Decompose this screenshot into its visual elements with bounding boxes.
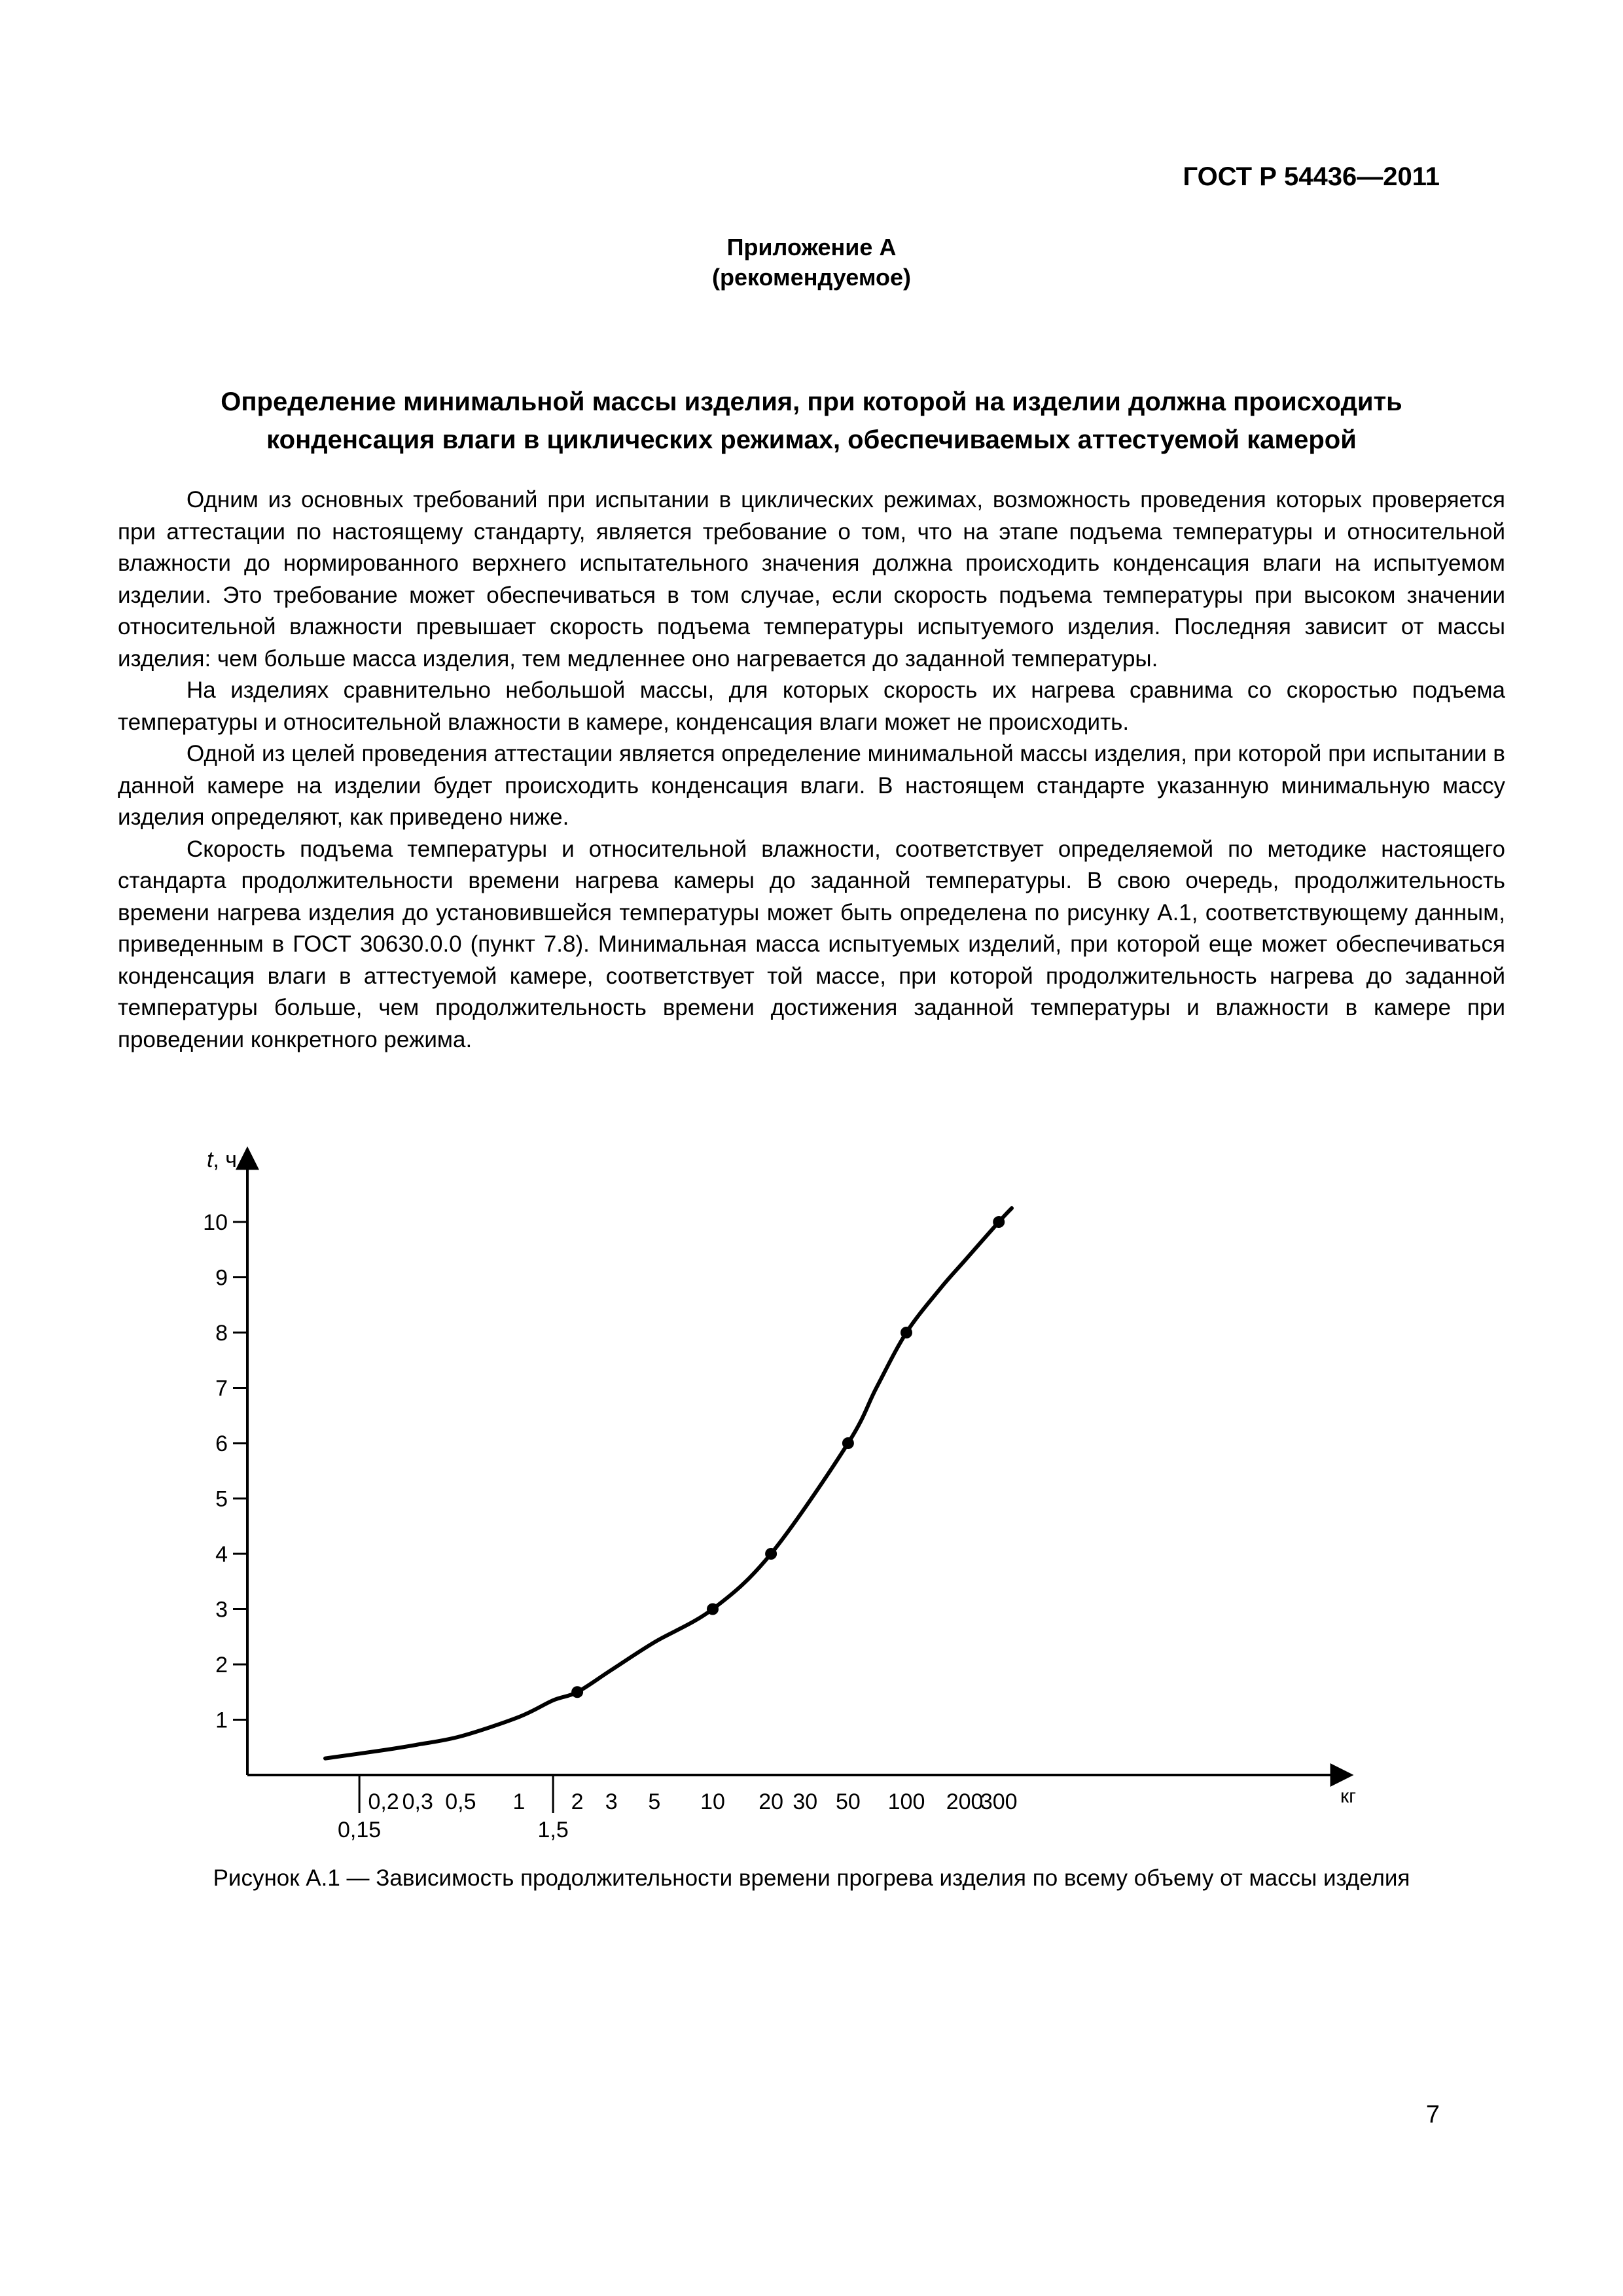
data-point (765, 1548, 777, 1560)
page-number: 7 (1425, 2101, 1440, 2128)
data-point (901, 1327, 912, 1338)
x-tick-label: 1 (512, 1789, 526, 1814)
paragraph: Одной из целей проведения аттестации является определение минимальной массы изделия, при которой при испытании в данной камере на изделии будет происходить конденсация влаги. В настоящем стандарте указанную минимальную массу изделия определяют, как приведено ниже. (118, 741, 1505, 830)
annex-title: Приложение А (726, 234, 897, 260)
x-tick-label: 5 (648, 1789, 661, 1814)
x-tick-label: 100 (887, 1789, 925, 1814)
x-tick-label: 0,3 (402, 1789, 433, 1814)
y-tick-label: 1 (215, 1708, 228, 1733)
x-tick-label: 50 (835, 1789, 861, 1814)
x-tick-label: 1,5 (537, 1818, 569, 1842)
paragraph: Одним из основных требований при испытании в циклических режимах, возможность проведения которых проверяется при аттестации по настоящему стандарту, является требование о том, что на этапе подъема температуры и относительной влажности до нормированного верхнего испытательного значения должна происходить конденсация влаги на испытуемом изделии. Это требование может обеспечиваться в том случае, если скорость подъема температуры при высоком значении относительной влажности превышает скорость подъема температуры испытуемого изделия. Последняя зависит от массы изделия: чем больше масса изделия, тем медленнее оно нагревается до заданной температуры. (118, 487, 1505, 672)
x-axis-label: кг (1340, 1785, 1357, 1807)
standard-number: ГОСТ Р 54436—2011 (1183, 162, 1440, 191)
y-tick-label: 8 (215, 1321, 228, 1346)
y-tick-label: 4 (215, 1542, 228, 1567)
x-tick-label: 2 (571, 1789, 584, 1814)
data-point (842, 1437, 854, 1449)
figure-a1 (0, 1126, 1623, 1852)
figure-caption: Рисунок А.1 — Зависимость продолжительности времени прогрева изделия по всему объему от массы изделия (213, 1865, 1410, 1891)
y-tick-label: 2 (215, 1653, 228, 1677)
data-point (571, 1686, 583, 1698)
x-tick-label: 20 (758, 1789, 784, 1814)
x-tick-label: 0,2 (368, 1789, 399, 1814)
paragraph: Скорость подъема температуры и относительной влажности, соответствует определяемой по методике настоящего стандарта продолжительности времени нагрева камеры до заданной температуры. В свою очередь, продолжительность времени нагрева изделия до установившейся температуры может быть определена по рисунку А.1, соответствующему данным, приведенным в ГОСТ 30630.0.0 (пункт 7.8). Минимальная масса испытуемых изделий, при которой еще может обеспечиваться конденсация влаги в аттестуемой камере, соответствует той массе, при которой продолжительность нагрева до заданной температуры больше, чем продолжительность времени достижения заданной температуры и влажности в камере при проведении конкретного режима. (118, 836, 1505, 1052)
y-tick-label: 6 (215, 1431, 228, 1456)
x-tick-label: 300 (980, 1789, 1018, 1814)
section-title-line-1: Определение минимальной массы изделия, при которой на изделии должна происходить (221, 387, 1402, 416)
heating-time-chart (0, 1126, 1623, 1852)
y-tick-label: 5 (215, 1486, 228, 1512)
x-tick-label: 10 (700, 1789, 725, 1814)
x-tick-label: 0,5 (445, 1789, 476, 1814)
y-tick-label: 10 (203, 1210, 228, 1235)
section-title (118, 383, 1505, 459)
x-tick-label: 3 (605, 1789, 618, 1814)
annex-status: (рекомендуемое) (712, 264, 911, 291)
x-tick-label: 30 (793, 1789, 818, 1814)
x-tick-label: 0,15 (338, 1818, 382, 1842)
y-tick-label: 9 (215, 1265, 228, 1291)
body-text (118, 484, 1505, 1056)
paragraph: На изделиях сравнительно небольшой массы, для которых скорость их нагрева сравнима со скоростью подъема температуры и относительной влажности в камере, конденсация влаги может не происходить. (118, 677, 1505, 735)
data-point (707, 1604, 719, 1615)
data-point (993, 1216, 1005, 1228)
series-line (325, 1208, 1012, 1759)
y-axis-label: t, ч (206, 1147, 237, 1172)
annex-heading (0, 232, 1623, 293)
y-tick-label: 7 (215, 1376, 228, 1401)
y-tick-label: 3 (215, 1597, 228, 1623)
x-tick-label: 200 (946, 1789, 984, 1814)
section-title-line-2: конденсация влаги в циклических режимах, обеспечиваемых аттестуемой камерой (266, 425, 1357, 454)
